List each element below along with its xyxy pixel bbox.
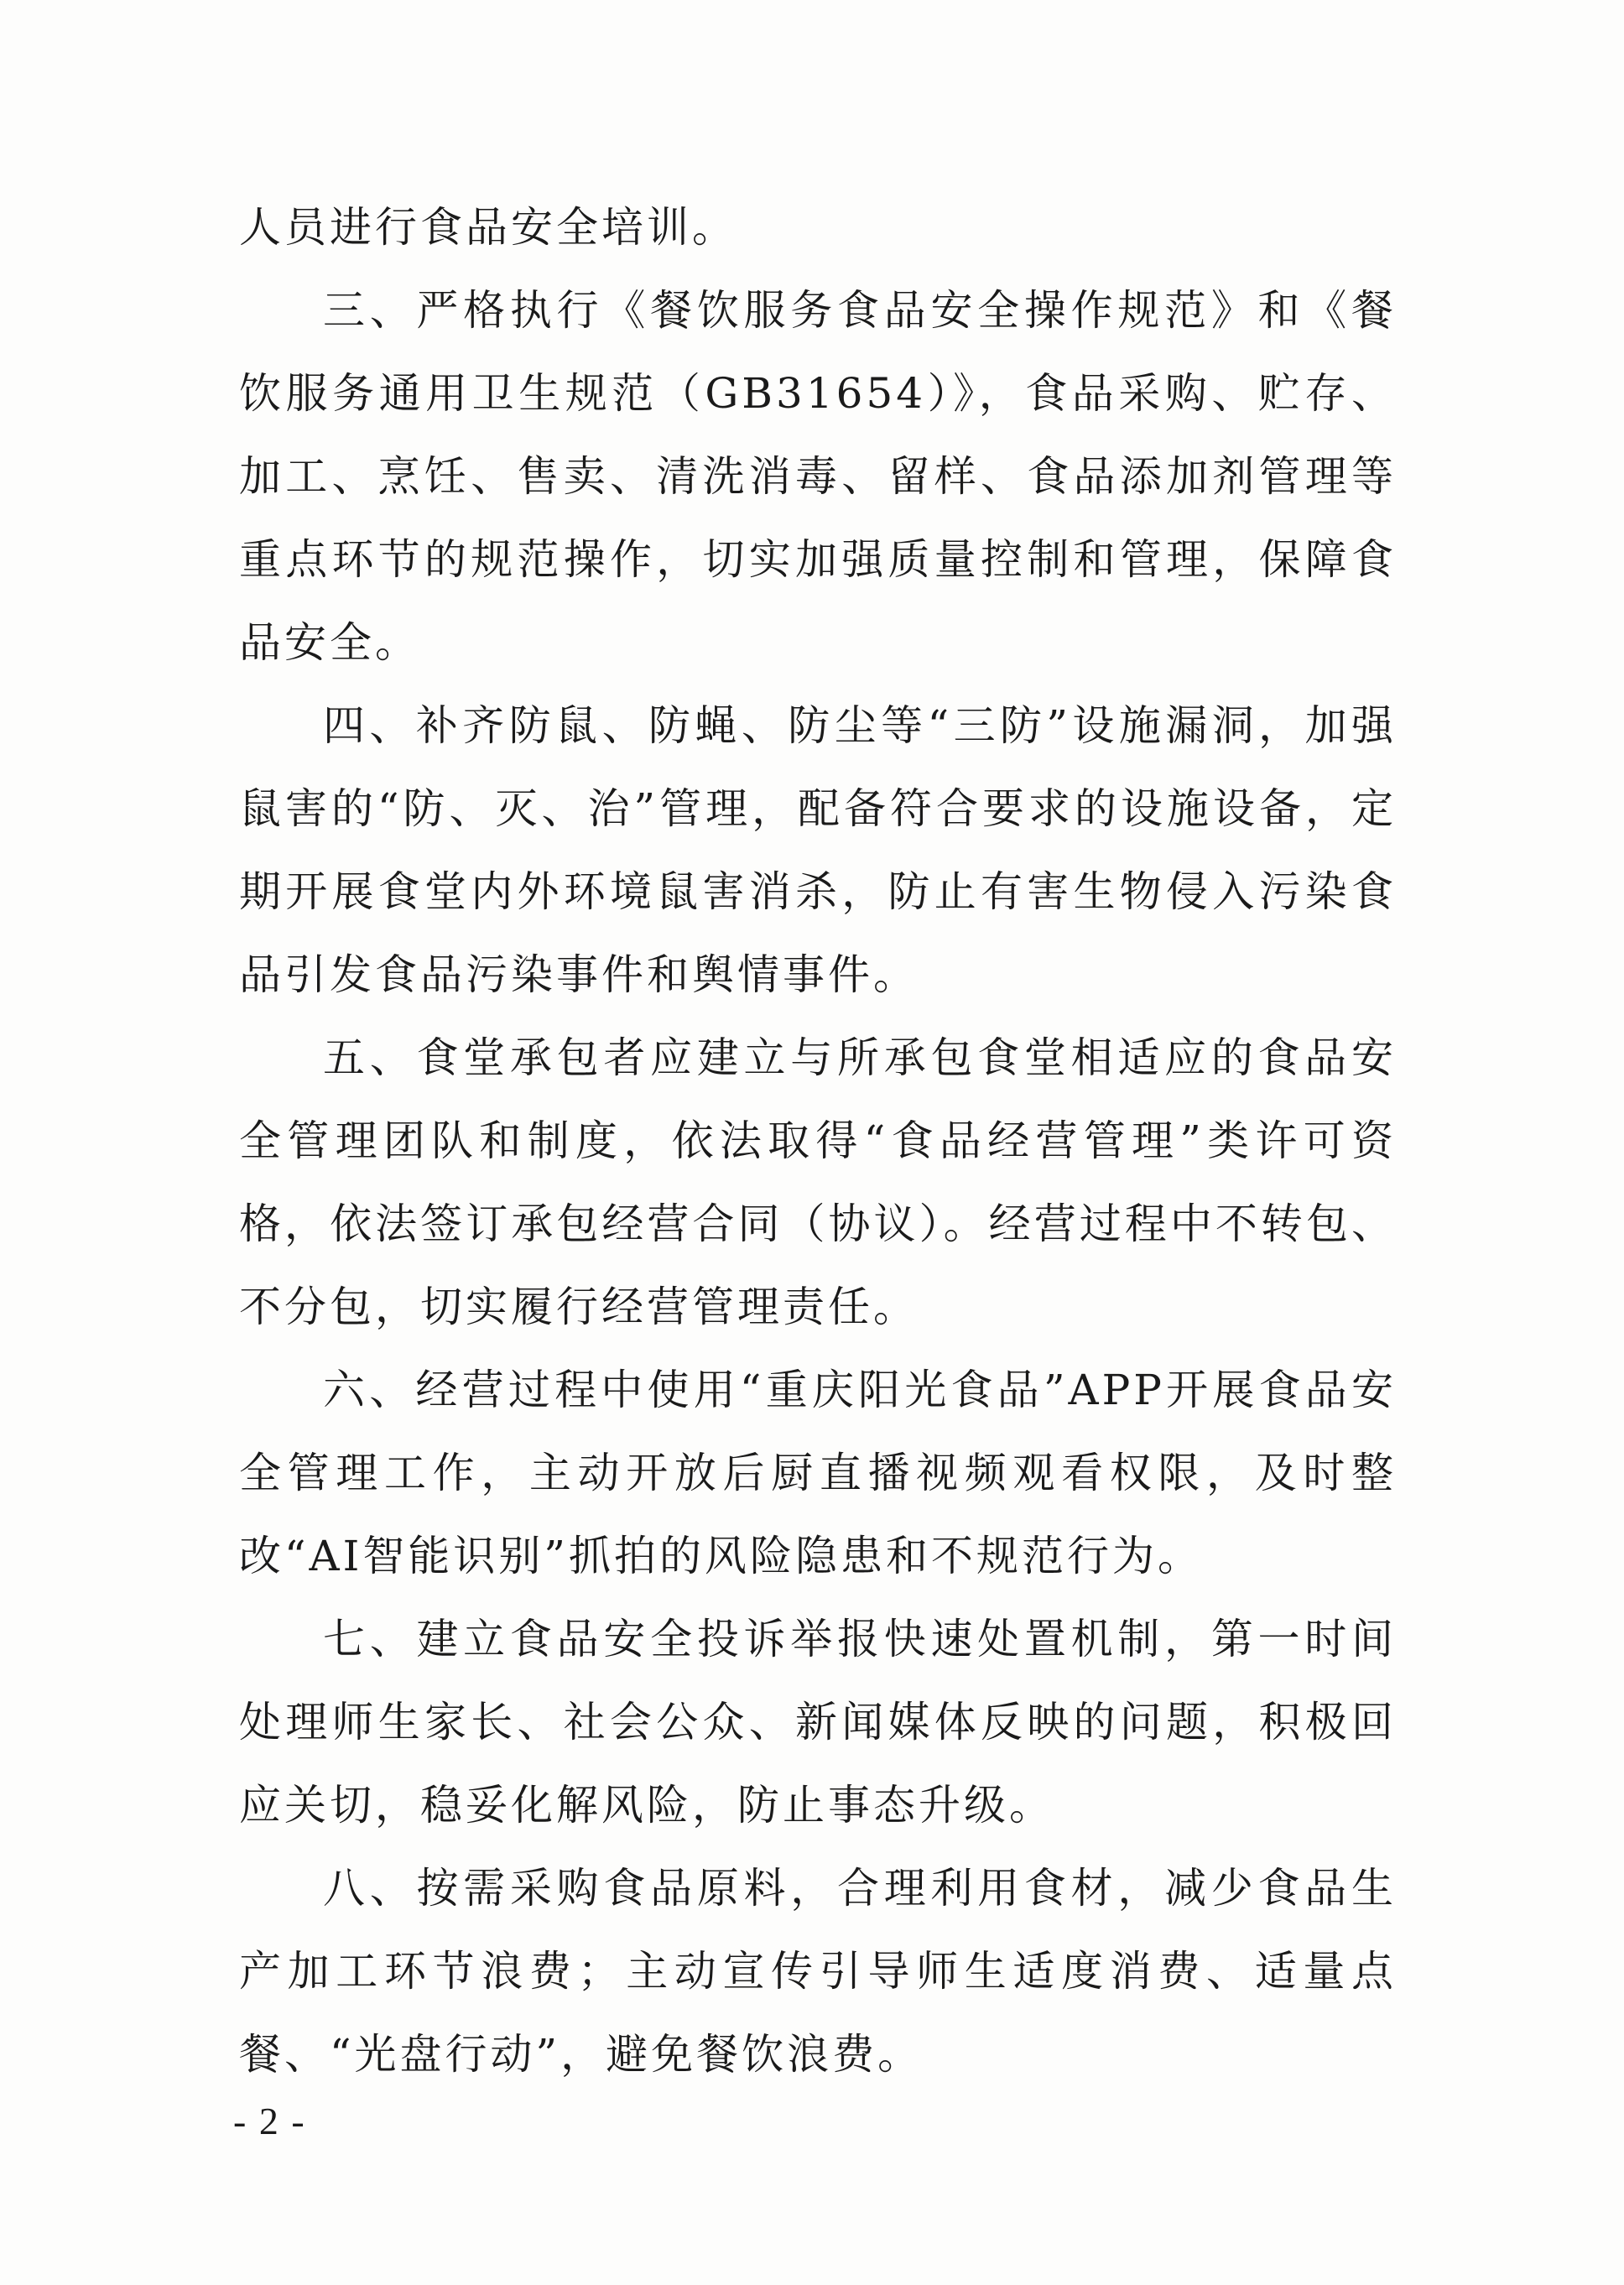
document-body <box>239 186 1397 2096</box>
paragraph-item-7: 七、建立食品安全投诉举报快速处置机制，第一时间处理师生家长、社会公众、新闻媒体反映的问题，积极回应关切，稳妥化解风险，防止事态升级。 <box>239 1615 1397 1830</box>
page-number: - 2 - <box>233 2100 306 2142</box>
paragraph-continuation: 人员进行食品安全培训。 <box>239 203 737 252</box>
paragraph-item-3: 三、严格执行《餐饮服务食品安全操作规范》和《餐饮服务通用卫生规范（GB31654）》，食品采购、贮存、加工、烹饪、售卖、清洗消毒、留样、食品添加剂管理等重点环节的规范操作，切实加强质量控制和管理，保障食品安全。 <box>239 286 1397 667</box>
paragraph-item-4: 四、补齐防鼠、防蝇、防尘等“三防”设施漏洞，加强鼠害的“防、灭、治”管理，配备符合要求的设施设备，定期开展食堂内外环境鼠害消杀，防止有害生物侵入污染食品引发食品污染事件和舆情事件。 <box>239 701 1397 999</box>
paragraph-item-8: 八、按需采购食品原料，合理利用食材，减少食品生产加工环节浪费；主动宣传引导师生适度消费、适量点餐、“光盘行动”，避免餐饮浪费。 <box>239 1864 1397 2079</box>
paragraph-item-6: 六、经营过程中使用“重庆阳光食品”APP开展食品安全管理工作，主动开放后厨直播视频观看权限，及时整改“AI智能识别”抓拍的风险隐患和不规范行为。 <box>239 1366 1397 1580</box>
paragraph-item-5: 五、食堂承包者应建立与所承包食堂相适应的食品安全管理团队和制度，依法取得“食品经营管理”类许可资格，依法签订承包经营合同（协议）。经营过程中不转包、不分包，切实履行经营管理责任。 <box>239 1033 1397 1331</box>
